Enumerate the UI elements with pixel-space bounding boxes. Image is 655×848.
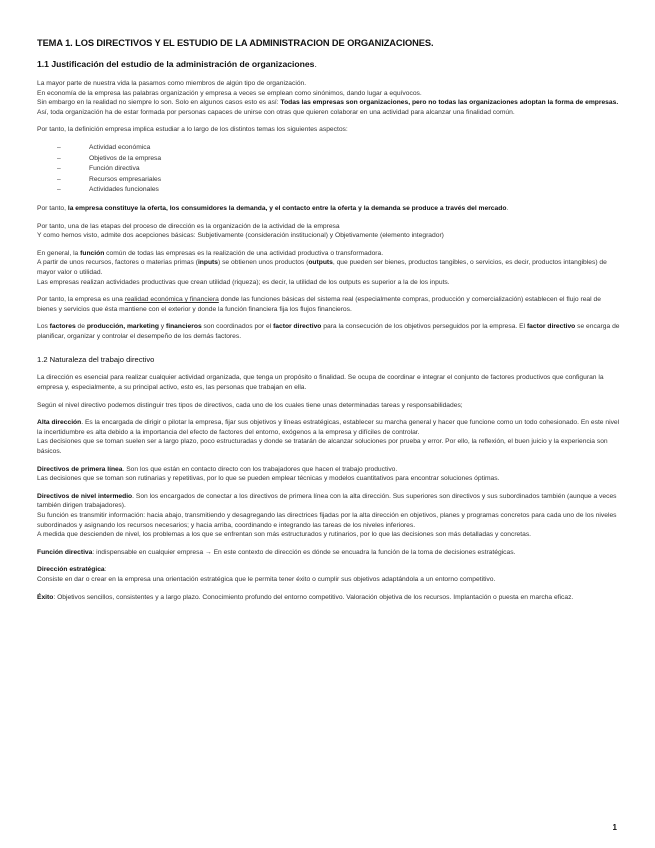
list-item: – Actividades funcionales <box>57 185 622 196</box>
function-i: Las empresas realizan actividades productivas que crean utilidad (riqueza); es decir, la utilidad de los outputs es superior a la de los inputs. <box>37 278 450 286</box>
paragraph-function <box>37 249 622 287</box>
paragraph-intro <box>37 79 622 117</box>
alta-direccion-bold: Alta dirección <box>37 419 82 427</box>
list-item: – Función directiva <box>57 164 622 175</box>
factors-bold-2: producción, marketing <box>86 323 159 331</box>
section-1-1-heading-text: 1.1 Justificación del estudio de la administración de organizaciones <box>37 59 315 69</box>
funcion-directiva-bold: Función directiva <box>37 548 93 556</box>
factors-bold-1: factores <box>49 323 76 331</box>
factors-bold-4: factor directivo <box>273 323 322 331</box>
intro-line-3-bold: Todas las empresas son organizaciones, pero no todas las organizaciones adoptan la forma de empresas. <box>280 99 619 107</box>
function-h: , que pueden ser bienes, productos tangibles, o servicios, es decir, productos intangibles) de mayor valor o utilidad. <box>37 259 607 276</box>
aspects-list <box>37 143 622 196</box>
direccion-estrategica-b: : <box>104 566 107 574</box>
document-title: TEMA 1. LOS DIRECTIVOS Y EL ESTUDIO DE LA ADMINISTRACION DE ORGANIZACIONES. <box>37 38 434 48</box>
outputs-bold: outputs <box>308 259 333 267</box>
factors-bold-3: financieros <box>165 323 202 331</box>
intro-line-4: Así, toda organización ha de estar formada por personas capaces de unirse con otras que quieren colaborar en una actividad para alcanzar una finalidad común. <box>37 108 515 116</box>
organization-line-2: Y como hemos visto, admite dos acepciones básicas: Subjetivamente (consideración institucional) y Objetivamente (elemento integrador) <box>37 232 444 240</box>
paragraph-organization <box>37 222 622 241</box>
factors-i: para la consecución de los objetivos perseguidos por la empresa. El <box>321 323 527 331</box>
list-item: – Objetivos de la empresa <box>57 154 622 165</box>
factors-k: se encarga de planificar, organizar y controlar el desempeño de los demás factores. <box>37 323 620 340</box>
funcion-directiva-b: : indispensable en cualquier empresa → En este contexto de dirección es dónde se encuadra la función de la toma de decisiones estratégicas. <box>92 548 516 556</box>
paragraph-exito <box>37 593 622 603</box>
inputs-bold: inputs <box>197 259 218 267</box>
alta-direccion-c: Las decisiones que se toman suelen ser a largo plazo, poco estructuradas y donde se tratarán de alcanzar soluciones por prueba y error. Por ello, la reflexión, el buen juicio y la experiencia son básicos. <box>37 438 608 456</box>
document-body <box>37 38 622 610</box>
factors-bold-5: factor directivo <box>526 323 576 331</box>
nivel-intermedio-bold: Directivos de nivel intermedio <box>37 492 133 500</box>
section-1-1-heading-end: . <box>314 59 317 69</box>
section-1-1-heading <box>37 59 622 69</box>
section-1-2-heading: 1.2 Naturaleza del trabajo directivo <box>37 355 155 365</box>
function-d: A partir de unos recursos, factores o materias primas ( <box>37 259 198 267</box>
factors-a: Los <box>37 323 50 331</box>
function-c: común de todas las empresas es la realización de una actividad productiva o transformadora. <box>104 249 384 257</box>
paragraph-aspects-intro: Por tanto, la definición empresa implica estudiar a lo largo de los distintos temas los siguientes aspectos: <box>37 126 348 134</box>
primera-linea-c: Las decisiones que se toman son rutinarias y repetitivas, por lo que se pueden emplear técnicas y modelos cuantitativos para encontrar soluciones óptimas. <box>37 475 500 483</box>
economic-a: Por tanto, la empresa es una <box>37 296 125 304</box>
paragraph-funcion-directiva <box>37 548 622 558</box>
direccion-estrategica-bold: Dirección estratégica <box>37 566 105 574</box>
paragraph-market <box>37 204 622 214</box>
market-a: Por tanto, <box>37 204 68 212</box>
intro-line-3: Sin embargo en la realidad no siempre lo son. Solo en algunos casos esto es así: <box>37 99 281 107</box>
alta-direccion-b: . Es la encargada de dirigir o pilotar la empresa, fijar sus objetivos y líneas estratégicas, establecer su marcha general y hacer que funcione como un todo cohesionado. En este nivel la incertidumbre es alta debido a la importancia del efecto de factores del entorno, exógenos a la empresa y difíciles de controlar. <box>37 419 620 436</box>
direccion-estrategica-c: Consiste en dar o crear en la empresa una orientación estratégica que le permita tener éxito o cumplir sus objetivos adaptándola a un entorno competitivo. <box>37 575 496 583</box>
factors-g: son coordinados por el <box>201 323 274 331</box>
economic-c: donde las funciones básicas del sistema real (especialmente compras, producción y comercialización) establecen el flujo real de bienes y servicios que ésta mantiene con el exterior y donde la función financiera fija los flujos financieros. <box>37 296 601 313</box>
nivel-intermedio-c: Su función es transmitir información: hacia abajo, transmitiendo y desagregando las directrices fijadas por la alta dirección en objetivos, planes y programas concretos para cada uno de los niveles subordinados y asignando los recursos necesarios; y hacia arriba, coordinando e integrando las tareas de los niveles inferiores. <box>37 512 617 529</box>
list-item: – Actividad económica <box>57 143 622 154</box>
page-number: 1 <box>612 823 617 832</box>
factors-c: de <box>75 323 87 331</box>
function-a: En general, la <box>37 249 81 257</box>
paragraph-primera-linea <box>37 465 622 484</box>
paragraph-levels: Según el nivel directivo podemos distinguir tres tipos de directivos, cada uno de los cuales tiene unas determinadas tareas y responsabilidades; <box>37 401 463 409</box>
intro-line-1: La mayor parte de nuestra vida la pasamos como miembros de algún tipo de organización. <box>37 80 307 87</box>
list-item: – Recursos empresariales <box>57 175 622 186</box>
market-bold: la empresa constituye la oferta, los consumidores la demanda, y el contacto entre la oferta y la demanda se produce a través del mercado <box>67 204 507 212</box>
function-bold: función <box>80 249 105 257</box>
intro-line-2: En economía de la empresa las palabras organización y empresa a veces se emplean como sinónimos, dando lugar a equívocos. <box>37 89 422 97</box>
paragraph-economic-reality <box>37 295 622 314</box>
nivel-intermedio-d: A medida que descienden de nivel, los problemas a los que se enfrentan son más estructurados y rutinarios, por lo que las decisiones son más detalladas y concretas. <box>37 531 532 539</box>
paragraph-alta-direccion <box>37 418 622 456</box>
paragraph-factors <box>37 322 622 341</box>
paragraph-nivel-intermedio <box>37 492 622 540</box>
function-f: ) se obtienen unos productos ( <box>218 259 309 267</box>
primera-linea-bold: Directivos de primera línea <box>37 465 123 473</box>
exito-bold: Éxito <box>37 593 54 601</box>
paragraph-direction: La dirección es esencial para realizar cualquier actividad organizada, que tenga un propósito o finalidad. Se ocupa de coordinar e integrar el conjunto de factores productivos que configuran la empresa y, especialmente, a su principal activo, esto es, las personas que trabajan en ella. <box>37 374 604 392</box>
primera-linea-b: . Son los que están en contacto directo con los trabajadores que hacen el trabajo productivo. <box>122 465 398 473</box>
organization-line-1: Por tanto, una de las etapas del proceso de dirección es la organización de la actividad de la empresa <box>37 222 340 230</box>
nivel-intermedio-b: . Son los encargados de conectar a los directivos de primera línea con la alta dirección. Sus superiores son directivos y sus subordinados también (aunque a veces también dirigen trabajadores). <box>37 492 617 510</box>
economic-underline: realidad económica y financiera <box>124 296 219 304</box>
paragraph-direccion-estrategica <box>37 565 622 584</box>
exito-b: : Objetivos sencillos, consistentes y a largo plazo. Conocimiento profundo del entorno competitivo. Valoración objetiva de los recursos. Implantación o puesta en marcha eficaz. <box>53 593 574 601</box>
factors-e: y <box>158 323 166 331</box>
market-c: . <box>506 204 509 212</box>
